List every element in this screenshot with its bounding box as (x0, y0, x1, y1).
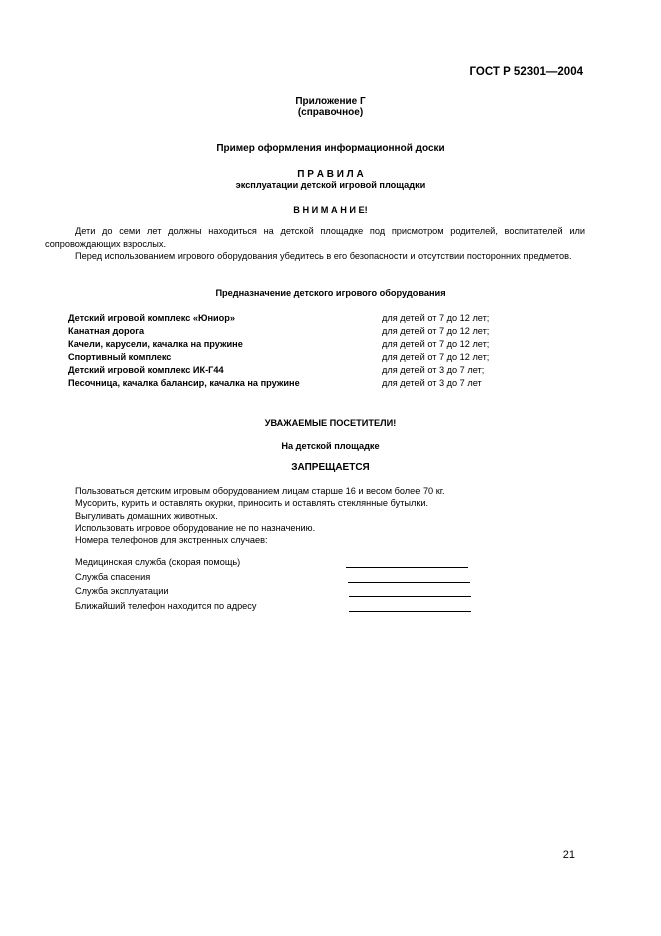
equipment-heading: Предназначение детского игрового оборудования (215, 288, 446, 298)
phone-blank-line (349, 611, 471, 612)
equipment-name: Качели, карусели, качалка на пружине (68, 339, 243, 349)
page-number: 21 (562, 849, 575, 861)
phone-label: Служба эксплуатации (75, 586, 169, 596)
forbidden-heading: ЗАПРЕЩАЕТСЯ (291, 462, 370, 473)
equipment-name: Канатная дорога (68, 326, 145, 336)
equipment-name: Песочница, качалка балансир, качалка на пружине (68, 378, 300, 388)
phone-label: Медицинская служба (скорая помощь) (75, 557, 241, 567)
example-title: Пример оформления информационной доски (216, 143, 445, 154)
list-item: Мусорить, курить и оставлять окурки, приносить и оставлять стеклянные бутылки. (75, 498, 429, 509)
forbidden-list (75, 485, 445, 546)
rules-subtitle: эксплуатации детской игровой площадки (235, 180, 426, 190)
equipment-name: Детский игровой комплекс ИК-Г44 (68, 365, 224, 375)
phone-row (75, 586, 475, 599)
appendix-title: Приложение Г (295, 96, 366, 107)
equipment-age: для детей от 3 до 7 лет; (382, 365, 485, 375)
equipment-name: Детский игровой комплекс «Юниор» (68, 313, 236, 323)
equipment-age: для детей от 7 до 12 лет; (382, 326, 490, 336)
appendix-subtitle: (справочное) (297, 107, 364, 118)
phone-blank-line (348, 582, 470, 583)
list-item: Номера телефонов для экстренных случаев: (75, 535, 268, 546)
equipment-row (68, 365, 568, 378)
equipment-age: для детей от 7 до 12 лет; (382, 313, 490, 323)
attention-heading: В Н И М А Н И Е! (293, 205, 368, 215)
paragraph-2: Перед использованием игрового оборудования убедитесь в его безопасности и отсутствии посторонних предметов. (75, 251, 572, 261)
list-item: Использовать игровое оборудование не по назначению. (75, 522, 316, 533)
equipment-row (68, 313, 568, 326)
equipment-age: для детей от 3 до 7 лет (382, 378, 482, 388)
doc-code: ГОСТ Р 52301—2004 (469, 66, 583, 78)
list-item: Выгуливать домашних животных. (75, 510, 218, 521)
rules-title: П Р А В И Л А (297, 169, 364, 180)
phone-row (75, 572, 475, 585)
list-item: Пользоваться детским игровым оборудованием лицам старше 16 и весом более 70 кг. (75, 486, 445, 496)
phone-blank-line (346, 567, 468, 568)
visitors-heading: УВАЖАЕМЫЕ ПОСЕТИТЕЛИ! (264, 418, 397, 428)
equipment-row (68, 339, 568, 352)
equipment-age: для детей от 7 до 12 лет; (382, 339, 490, 349)
visitors-sub: На детской площадке (281, 441, 380, 451)
phone-label: Ближайший телефон находится по адресу (75, 601, 257, 611)
phone-row (75, 557, 475, 570)
phone-blank-line (349, 596, 471, 597)
equipment-name: Спортивный комплекс (68, 352, 172, 362)
equipment-age: для детей от 7 до 12 лет; (382, 352, 490, 362)
equipment-row (68, 326, 568, 339)
intro-text (45, 225, 585, 263)
phone-row (75, 601, 475, 614)
equipment-row (68, 378, 568, 391)
phone-label: Служба спасения (75, 572, 151, 582)
equipment-row (68, 352, 568, 365)
paragraph-1: Дети до семи лет должны находиться на детской площадке под присмотром родителей, воспитателей или сопровождающих взрослых. (45, 226, 585, 249)
